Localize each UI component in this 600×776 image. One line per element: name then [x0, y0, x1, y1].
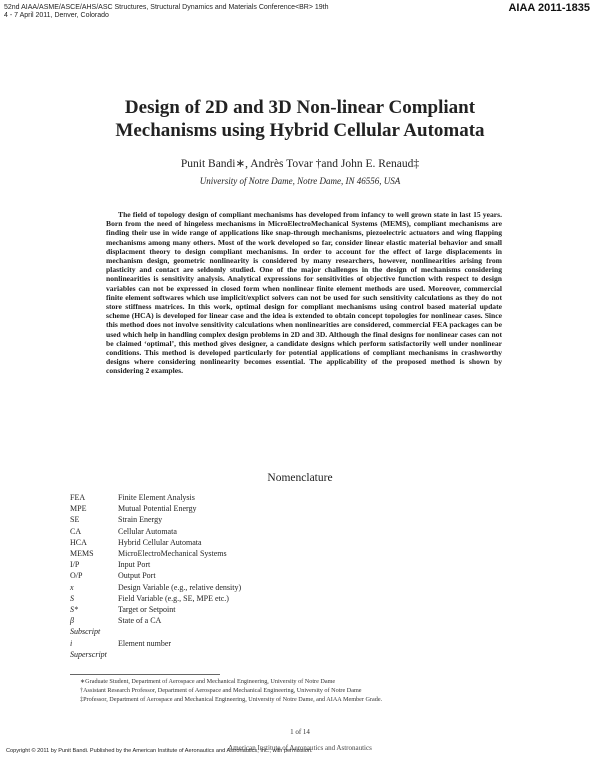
nomenclature-row	[70, 503, 370, 514]
conference-header	[4, 4, 454, 20]
nomenclature-row	[70, 514, 370, 525]
nomenclature-definition: Strain Energy	[118, 515, 163, 525]
footnote-divider	[70, 674, 220, 675]
nomenclature-term: MEMS	[70, 549, 94, 559]
nomenclature-term: S*	[70, 605, 78, 615]
nomenclature-term: MPE	[70, 504, 87, 514]
nomenclature-term: i	[70, 638, 73, 648]
nomenclature-term: β	[70, 616, 74, 626]
nomenclature-definition: Design Variable (e.g., relative density)	[118, 582, 242, 592]
title-line-1: Design of 2D and 3D Non-linear Compliant	[124, 97, 476, 118]
nomenclature-row	[70, 492, 370, 503]
nomenclature-term: x	[70, 582, 74, 592]
nomenclature-term: CA	[70, 526, 82, 536]
nomenclature-row	[70, 626, 370, 637]
nomenclature-subheading: Superscript	[70, 649, 107, 659]
nomenclature-definition	[118, 626, 370, 637]
nomenclature-term: SE	[70, 515, 80, 525]
page-number: 1 of 14	[290, 728, 310, 736]
nomenclature-subheading: Subscript	[70, 627, 101, 637]
footnote: ‡Professor, Department of Aerospace and Mechanical Engineering, University of Notre Dame, and AIAA Member Grade.	[80, 696, 383, 703]
nomenclature-term: I/P	[70, 560, 80, 570]
nomenclature-definition: Input Port	[118, 560, 151, 570]
nomenclature-row	[70, 559, 370, 570]
nomenclature-row	[70, 582, 370, 593]
nomenclature-row	[70, 526, 370, 537]
institute-footer: American Institute of Aeronautics and Astronautics	[228, 744, 372, 752]
conference-line-2: 4 - 7 April 2011, Denver, Colorado	[4, 12, 109, 19]
nomenclature-row	[70, 593, 370, 604]
nomenclature-row	[70, 604, 370, 615]
copyright-notice: Copyright © 2011 by Punit Bandi. Published by the American Institute of Aeronautics and Astronautics, Inc., with permission.	[6, 748, 313, 754]
nomenclature-definition: Mutual Potential Energy	[118, 504, 197, 514]
title-line-2: Mechanisms using Hybrid Cellular Automata	[115, 120, 485, 141]
nomenclature-definition: State of a CA	[118, 616, 162, 626]
nomenclature-term: HCA	[70, 537, 87, 547]
nomenclature-row	[70, 638, 370, 649]
nomenclature-row	[70, 537, 370, 548]
paper-id: AIAA 2011-1835	[508, 2, 590, 14]
nomenclature-row	[70, 615, 370, 626]
footnote: †Assistant Research Professor, Department of Aerospace and Mechanical Engineering, University of Notre Dame	[80, 687, 362, 694]
paper-title	[40, 96, 560, 142]
nomenclature-definition: MicroElectroMechanical Systems	[118, 549, 227, 559]
nomenclature-term: O/P	[70, 571, 83, 581]
abstract: The field of topology design of compliant mechanisms has developed from infancy to well grown state in last 15 years. Born from the need of hingeless mechanisms in MicroElectroMechanical Systems (MEMS), compliant mechanisms are finding their use in wide range of applications like snap-through mechanisms, piezoelectric actuators and wing flapping mechanisms among many others. Most of the work developed so far, consider linear elastic material behavior and small displacment theory to design compliant mechanisms. In order to account for the effect of large displacements in mechanism design, geometric nonlinearity is considered by many researchers, however, nonlinearities arising from plasticity and contact are seldomly studied. One of the major challenges in the design of mechanisms considering nonlinearities is sensitivity analysis. Analytical expressions for sensitivities of objective function with respect to design variables can not be expressed in closed form when nonlinear finite element methods are used. Moreover, commercial finite element softwares which use implicit/explict solvers can not be used for such sensitivity calculations as they do not store stiffness matrices. In this work, optimal design for compliant mechanisms using control based material update scheme (HCA) is developed for linear case and the idea is extended to obtain concept topologies for nonlinear cases. Since this method does not involve sensitivity calculations when nonlinearities are considered, commercial FEA packages can be used which help in handling complex design problems in 2D and 3D. Although the final designs for nonlinear cases can not be claimed ‘optimal’, this method gives designer, a candidate designs which perform satisfactorily well under nonlinear conditions. This method is developed particularly for potential applications of compliant mechanisms in crashworthy designs where considering nonlinearity becomes essential. The applicability of the proposed method is shown by considering 2 examples.	[106, 210, 502, 376]
nomenclature-term: S	[70, 593, 74, 603]
nomenclature-definition: Element number	[118, 638, 172, 648]
nomenclature-row	[70, 570, 370, 581]
nomenclature-definition: Output Port	[118, 571, 156, 581]
nomenclature-heading: Nomenclature	[267, 472, 333, 484]
nomenclature-definition: Hybrid Cellular Automata	[118, 537, 202, 547]
author-list: Punit Bandi∗, Andrès Tovar †and John E. Renaud‡	[180, 158, 420, 170]
nomenclature-row	[70, 548, 370, 559]
nomenclature-definition: Target or Setpoint	[118, 605, 176, 615]
footnotes	[80, 677, 540, 704]
affiliation: University of Notre Dame, Notre Dame, IN 46556, USA	[199, 176, 401, 186]
nomenclature-definition: Cellular Automata	[118, 526, 177, 536]
nomenclature-definition: Field Variable (e.g., SE, MPE etc.)	[118, 593, 229, 603]
nomenclature-definition: Finite Element Analysis	[118, 493, 195, 502]
nomenclature-row	[70, 649, 370, 660]
nomenclature-term: FEA	[70, 493, 86, 502]
conference-line-1: 52nd AIAA/ASME/ASCE/AHS/ASC Structures, Structural Dynamics and Materials Conference<BR> 19th	[4, 4, 329, 11]
nomenclature-table	[70, 492, 370, 660]
nomenclature-definition	[118, 649, 370, 660]
footnote: ∗Graduate Student, Department of Aerospace and Mechanical Engineering, University of Notre Dame	[80, 678, 336, 685]
